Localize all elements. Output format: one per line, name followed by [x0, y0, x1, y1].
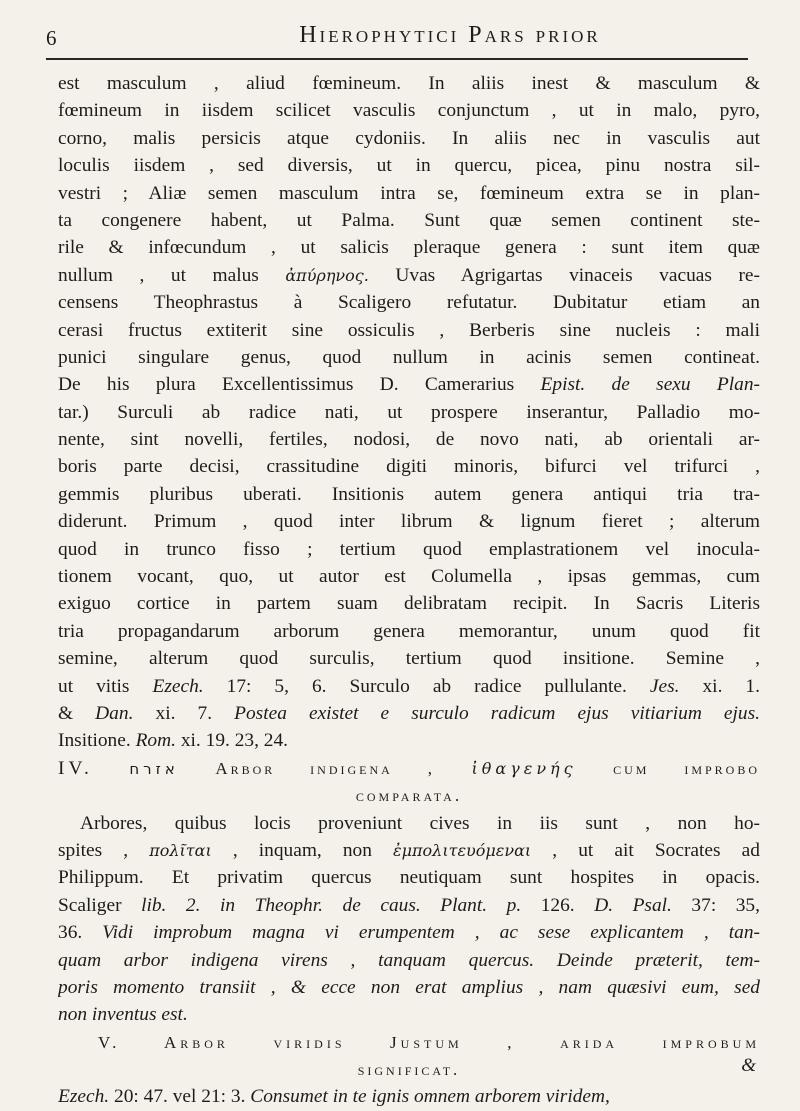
text-line: poris momento transiit , & ecce non erat amplius , nam quæsivi eum, sed: [58, 976, 760, 998]
text-fragment: ut vitis: [58, 675, 130, 697]
text-fragment: &: [58, 702, 74, 724]
section-heading-line2: significat.: [357, 1060, 461, 1080]
citation: lib. 2. in Theophr. de caus. Plant. p.: [141, 894, 522, 916]
quotation: Consumet in te ignis omnem arborem viridem,: [250, 1086, 610, 1108]
text-fragment: , ut ait Socrates ad: [552, 839, 760, 861]
section-heading: V. Arbor viridis Justum , arida improbum: [98, 1032, 760, 1052]
text-line: vestri ; Aliæ semen masculum intra se, fœmineum extra se in plan-: [58, 182, 760, 204]
text-fragment: xi. 19. 23, 24.: [180, 730, 289, 752]
citation: Rom.: [135, 730, 176, 752]
text-line: diderunt. Primum , quod inter librum & lignum fieret ; alterum: [58, 511, 760, 533]
page-number: 6: [46, 26, 57, 50]
page-header: [46, 22, 754, 58]
text-fragment: 37: 35,: [691, 894, 760, 916]
citation: Dan.: [95, 702, 134, 724]
citation: Jes.: [649, 675, 680, 697]
text-line: tar.) Surculi ab radice nati, ut prospere inserantur, Palladio mo-: [58, 401, 760, 423]
text-line: [58, 371, 760, 398]
heading-text: Arbor indigena ,: [215, 758, 435, 778]
text-line: non inventus est.: [58, 1004, 188, 1026]
heading-text: cum improbo: [613, 758, 760, 778]
text-fragment: spites ,: [58, 839, 129, 861]
text-line: est masculum , aliud fœmineum. In aliis inest & masculum &: [58, 73, 760, 94]
text-line: censens Theophrastus à Scaligero refutatur. Dubitatur etiam an: [58, 292, 760, 314]
text-line: semine, alterum quod surculis, tertium quod insitione. Semine ,: [58, 648, 760, 670]
section-heading-line2: comparata.: [355, 786, 463, 806]
text-line: [58, 673, 760, 700]
text-line: loculis iisdem , sed diversis, ut in quercu, picea, pinu nostra sil-: [58, 155, 760, 177]
citation: Ezech.: [152, 675, 204, 697]
section-number: IV.: [58, 757, 93, 779]
greek-word: ἐμπολιτευόμεναι: [393, 840, 532, 860]
citation: D. Psal.: [594, 894, 672, 916]
text-line: [58, 837, 760, 864]
text-line: [58, 892, 760, 919]
text-fragment: , inquam, non: [232, 839, 372, 861]
text-line: [58, 700, 760, 727]
header-rule: [46, 58, 748, 60]
section-heading: [58, 755, 760, 782]
text-line: quod in trunco fisso ; tertium quod emplastrationem vel inocula-: [58, 538, 760, 560]
text-line: nente, sint novelli, fertiles, nodosi, de novo nati, ab orientali ar-: [58, 429, 760, 451]
text-fragment: Uvas Agrigartas vinaceis vacuas re-: [395, 264, 760, 286]
text-line: [58, 262, 760, 289]
text-line: [58, 1083, 760, 1110]
quotation: Postea existet e surculo radicum ejus vitiarium ejus.: [234, 702, 760, 724]
citation: Ezech.: [58, 1086, 110, 1108]
text-line: exiguo cortice in partem suam delibratam recipit. In Sacris Literis: [58, 593, 760, 615]
text-line: Philippum. Et privatim quercus neutiquam sunt hospites in opacis.: [58, 867, 760, 889]
text-line: tria propagandarum arborum genera memorantur, unum quod fit: [58, 620, 760, 642]
text-line: punici singulare genus, quod nullum in acinis semen contineat.: [58, 346, 760, 368]
text-fragment: Scaliger: [58, 894, 122, 916]
text-line: fœmineum in iisdem scilicet vasculis conjunctum , ut in malo, pyro,: [58, 100, 760, 122]
text-fragment: xi. 7.: [155, 702, 213, 724]
greek-word: ἰθαγενής: [471, 758, 577, 778]
text-fragment: 17: 5, 6. Surculo ab radice pullulante.: [226, 675, 627, 697]
greek-word: ἀπύρηνος.: [285, 265, 369, 285]
text-line: ta congenere habent, ut Palma. Sunt quæ semen continent ste-: [58, 209, 760, 231]
catchword: &: [741, 1055, 756, 1076]
text-fragment: 20: 47. vel 21: 3.: [114, 1086, 246, 1108]
text-fragment: nullum , ut malus: [58, 264, 259, 286]
citation: Epist. de sexu Plan-: [540, 374, 760, 396]
text-fragment: 126.: [540, 894, 575, 916]
text-fragment: Insitione.: [58, 730, 131, 752]
quotation: Vidi improbum magna vi erumpentem , ac sese explicantem , tan-: [102, 922, 760, 944]
text-line: Arbores, quibus locis proveniunt cives in iis sunt , non ho-: [80, 812, 760, 834]
text-line: quam arbor indigena virens , tanquam quercus. Deinde præterit, tem-: [58, 949, 760, 971]
text-line: corno, malis persicis atque cydoniis. In aliis nec in vasculis aut: [58, 127, 760, 149]
greek-word: πολῖται: [149, 840, 212, 860]
text-line: gemmis pluribus uberati. Insitionis autem genera antiqui tria tra-: [58, 483, 760, 505]
text-fragment: De his plura Excellentissimus D. Camerarius: [58, 374, 515, 396]
text-fragment: 36.: [58, 922, 83, 944]
text-line: tionem vocant, quo, ut autor est Columella , ipsas gemmas, cum: [58, 566, 760, 588]
text-line: [58, 727, 760, 754]
text-line: rile & infœcundum , ut salicis pleraque genera : sunt item quæ: [58, 237, 760, 259]
text-body: [58, 70, 760, 1111]
text-line: [58, 919, 760, 946]
text-line: boris parte decisi, crassitudine digiti minoris, bifurci vel trifurci ,: [58, 456, 760, 478]
text-fragment: xi. 1.: [702, 675, 760, 697]
running-title: Hierophytici Pars prior: [299, 22, 601, 48]
text-line: cerasi fructus extiterit sine ossiculis , Berberis sine nucleis : mali: [58, 319, 760, 341]
hebrew-word: אזרח: [129, 759, 179, 778]
